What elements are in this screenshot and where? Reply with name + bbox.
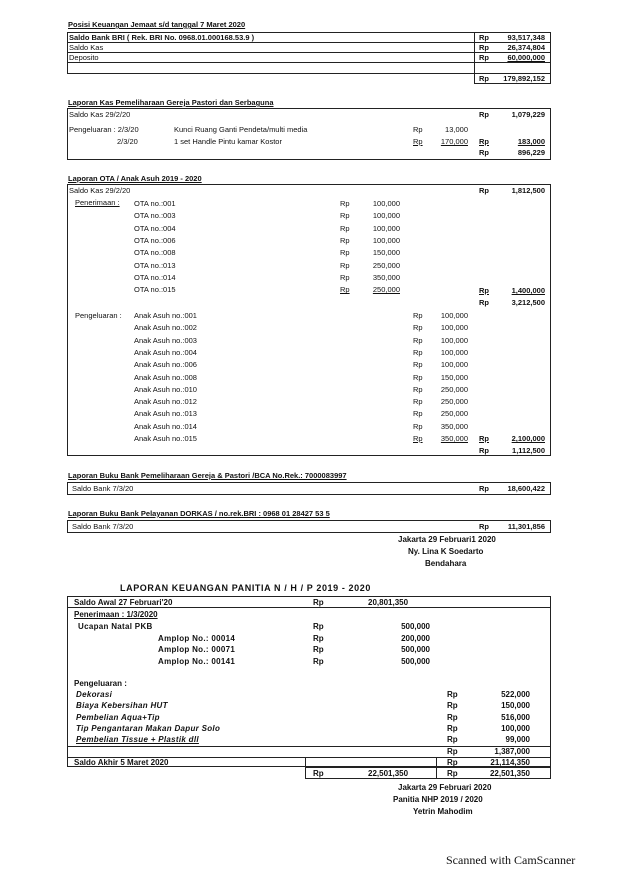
panitia-row-line (67, 607, 551, 608)
panitia-exp-total-cur: Rp (447, 747, 458, 756)
panitia-receipt-amt: 500,000 (401, 645, 430, 654)
anak-asuh-expense-amt: 100,000 (440, 335, 468, 345)
section1-title: Posisi Keuangan Jemaat s/d tanggal 7 Maret 2020 (68, 20, 246, 29)
anak-asuh-expense-cur: Rp (413, 347, 423, 357)
panitia-expense-cur: Rp (447, 723, 458, 733)
scanner-watermark: Scanned with CamScanner (446, 853, 576, 867)
section5-title: Laporan Buku Bank Pelayanan DORKAS / no.rek.BRI : 0968 01 28427 53 5 (68, 509, 330, 518)
panitia-expense-cur: Rp (447, 712, 458, 722)
ota-receipt-name: OTA no.:008 (134, 248, 176, 258)
section1-row-label: Saldo Bank BRI ( Rek. BRI No. 0968.01.000168.53.9 ) (69, 33, 255, 42)
ota-receipt-amt: 250,000 (372, 285, 400, 295)
anak-asuh-expense-amt: 250,000 (440, 384, 468, 394)
ota-receipt-name: OTA no.:003 (134, 211, 176, 221)
panitia-receipt-cur: Rp (313, 633, 324, 643)
section3-after-rec-amt: 3,212,500 (511, 298, 545, 307)
panitia-saldo-awal-label: Saldo Awal 27 Februari'20 (74, 598, 173, 607)
section3-title: Laporan OTA / Anak Asuh 2019 - 2020 (68, 174, 202, 183)
section1-row-amt: 93,517,348 (507, 33, 545, 42)
panitia-akhir-cur: Rp (447, 758, 458, 767)
section5-label: Saldo Bank 7/3/20 (72, 522, 134, 531)
anak-asuh-expense-name: Anak Asuh no.:001 (134, 311, 197, 320)
anak-asuh-expense-amt: 250,000 (440, 409, 468, 419)
ota-receipt-name: OTA no.:013 (134, 260, 176, 270)
anak-asuh-expense-cur: Rp (413, 360, 423, 370)
section2-saldo-amt: 1,079,229 (511, 110, 545, 119)
panitia-receipt-cur: Rp (313, 645, 324, 654)
panitia-expense-cur: Rp (447, 690, 458, 699)
section3-saldo-label: Saldo Kas 29/2/20 (69, 186, 131, 195)
section4-cur: Rp (479, 484, 489, 493)
section2-item-cur: Rp (413, 137, 423, 146)
anak-asuh-expense-cur: Rp (413, 335, 423, 345)
panitia-peng-label: Pengeluaran : (74, 679, 127, 688)
ota-receipt-amt: 100,000 (372, 199, 400, 208)
panitia-receipt-amt: 500,000 (401, 656, 430, 666)
sign2-name: Yetrin Mahodim (413, 807, 473, 816)
section2-item-date: 2/3/20 (117, 137, 138, 146)
panitia-bottom-cur: Rp (313, 769, 324, 778)
panitia-title: LAPORAN KEUANGAN PANITIA N / H / P 2019 - 2020 (120, 583, 371, 593)
section2-title: Laporan Kas Pemeliharaan Gereja Pastori dan Serbaguna (68, 98, 274, 107)
sign1-place: Jakarta 29 Februari1 2020 (398, 535, 496, 544)
sign1-name: Ny. Lina K Soedarto (408, 547, 484, 556)
ota-receipt-amt: 150,000 (372, 248, 400, 258)
panitia-expense-name: Biaya Kebersihan HUT (76, 701, 168, 711)
section2-saldo-label: Saldo Kas 29/2/20 (69, 110, 131, 119)
section2-item-cur: Rp (413, 125, 423, 134)
panitia-bottom-amt: 22,501,350 (368, 769, 409, 778)
section1-row-amt: 60,000,000 (507, 53, 545, 62)
section1-row-line (67, 62, 551, 63)
anak-asuh-expense-name: Anak Asuh no.:013 (134, 409, 197, 419)
sign1-role: Bendahara (425, 559, 467, 568)
section1-row-cur: Rp (479, 53, 489, 62)
ota-receipt-cur: Rp (340, 248, 350, 258)
section5-cur: Rp (479, 522, 489, 531)
section3-peng-label: Pengeluaran : (75, 311, 122, 320)
panitia-akhir-label: Saldo Akhir 5 Maret 2020 (74, 758, 169, 767)
panitia-exp-total-amt: 1,387,000 (494, 747, 530, 756)
anak-asuh-expense-cur: Rp (413, 323, 423, 333)
section2-item-amt: 170,000 (440, 137, 468, 146)
section4-label: Saldo Bank 7/3/20 (72, 484, 134, 493)
section3-exp-total-cur: Rp (479, 434, 489, 443)
section2-item-amt: 13,000 (445, 125, 468, 134)
panitia-expense-amt: 100,000 (501, 723, 530, 733)
panitia-expense-amt: 516,000 (501, 712, 530, 722)
section3-pen-label: Penerimaan : (75, 198, 120, 207)
anak-asuh-expense-amt: 250,000 (440, 397, 468, 407)
panitia-expense-name: Dekorasi (76, 690, 113, 699)
anak-asuh-expense-cur: Rp (413, 311, 423, 320)
panitia-expense-name: Pembelian Tissue + Plastik dll (76, 735, 199, 745)
section3-after-rec-cur: Rp (479, 298, 489, 307)
section2-sub-cur: Rp (479, 137, 489, 146)
ota-receipt-cur: Rp (340, 272, 350, 282)
anak-asuh-expense-amt: 100,000 (440, 311, 468, 320)
panitia-expense-name: Pembelian Aqua+Tip (76, 712, 160, 722)
section2-peng-label: Pengeluaran : 2/3/20 (69, 125, 139, 134)
ota-receipt-amt: 350,000 (372, 272, 400, 282)
ota-receipt-cur: Rp (340, 199, 350, 208)
section2-sub-amt: 183,000 (517, 137, 545, 146)
panitia-bottom-amt2: 22,501,350 (489, 769, 530, 778)
section3-rec-total-amt: 1,400,000 (511, 286, 545, 295)
section1-total-amt: 179,892,152 (503, 74, 545, 83)
section2-saldo-cur: Rp (479, 110, 489, 119)
panitia-bottom-cur2: Rp (447, 769, 458, 778)
section1-row-label: Saldo Kas (69, 43, 104, 52)
anak-asuh-expense-cur: Rp (413, 384, 423, 394)
section2-total-amt: 896,229 (517, 148, 545, 157)
anak-asuh-expense-amt: 100,000 (440, 323, 468, 333)
anak-asuh-expense-amt: 350,000 (440, 421, 468, 431)
panitia-saldo-awal-cur: Rp (313, 598, 324, 607)
anak-asuh-expense-amt: 100,000 (440, 347, 468, 357)
section1-row-label: Deposito (69, 53, 99, 62)
panitia-akhir-amt: 21,114,350 (490, 758, 530, 767)
section1-total-cur: Rp (479, 74, 489, 83)
anak-asuh-expense-name: Anak Asuh no.:002 (134, 323, 197, 333)
anak-asuh-expense-cur: Rp (413, 409, 423, 419)
panitia-receipt-name: Amplop No.: 00141 (158, 656, 236, 666)
panitia-receipt-amt: 200,000 (401, 633, 430, 643)
ota-receipt-amt: 100,000 (372, 223, 400, 233)
ota-receipt-cur: Rp (340, 285, 350, 295)
panitia-expense-cur: Rp (447, 735, 458, 745)
panitia-receipt-cur: Rp (313, 622, 324, 631)
ota-receipt-name: OTA no.:014 (134, 272, 176, 282)
anak-asuh-expense-name: Anak Asuh no.:008 (134, 372, 197, 382)
section4-amt: 18,600,422 (507, 484, 545, 493)
anak-asuh-expense-amt: 350,000 (440, 434, 468, 443)
anak-asuh-expense-name: Anak Asuh no.:012 (134, 397, 197, 407)
anak-asuh-expense-cur: Rp (413, 397, 423, 407)
anak-asuh-expense-name: Anak Asuh no.:015 (134, 434, 197, 443)
anak-asuh-expense-cur: Rp (413, 434, 423, 443)
panitia-receipt-cur: Rp (313, 656, 324, 666)
panitia-saldo-awal-amt: 20,801,350 (368, 598, 409, 607)
anak-asuh-expense-amt: 150,000 (440, 372, 468, 382)
section1-row-amt: 26,374,804 (507, 43, 545, 52)
anak-asuh-expense-cur: Rp (413, 421, 423, 431)
ota-receipt-name: OTA no.:004 (134, 223, 176, 233)
section3-final-cur: Rp (479, 446, 489, 455)
panitia-pen-label: Penerimaan : 1/3/2020 (74, 610, 158, 619)
ota-receipt-cur: Rp (340, 260, 350, 270)
anak-asuh-expense-name: Anak Asuh no.:004 (134, 347, 197, 357)
section2-item-desc: 1 set Handle Pintu kamar Kostor (174, 137, 282, 146)
panitia-receipt-name: Amplop No.: 00071 (158, 645, 236, 654)
ota-receipt-amt: 250,000 (372, 260, 400, 270)
section3-exp-total-amt: 2,100,000 (511, 434, 545, 443)
ota-receipt-cur: Rp (340, 235, 350, 245)
section3-rec-total-cur: Rp (479, 286, 489, 295)
sign2-place: Jakarta 29 Februari 2020 (398, 783, 492, 792)
anak-asuh-expense-amt: 100,000 (440, 360, 468, 370)
section3-saldo-cur: Rp (479, 186, 489, 195)
panitia-receipt-amt: 500,000 (401, 622, 430, 631)
section2-item-desc: Kunci Ruang Ganti Pendeta/multi media (174, 125, 308, 134)
panitia-expense-name: Tip Pengantaran Makan Dapur Solo (76, 723, 221, 733)
section5-amt: 11,301,856 (507, 522, 545, 531)
ota-receipt-name: OTA no.:001 (134, 199, 176, 208)
anak-asuh-expense-name: Anak Asuh no.:014 (134, 421, 197, 431)
section1-row-cur: Rp (479, 43, 489, 52)
ota-receipt-cur: Rp (340, 211, 350, 221)
section3-final-amt: 1,112,500 (512, 446, 545, 455)
panitia-expense-cur: Rp (447, 701, 458, 711)
ota-receipt-name: OTA no.:006 (134, 235, 176, 245)
panitia-expense-amt: 99,000 (505, 735, 530, 745)
panitia-receipt-name: Amplop No.: 00014 (158, 633, 236, 643)
sign2-org: Panitia NHP 2019 / 2020 (393, 795, 483, 804)
section2-total-cur: Rp (479, 148, 489, 157)
anak-asuh-expense-name: Anak Asuh no.:003 (134, 335, 197, 345)
section3-saldo-amt: 1,812,500 (511, 186, 545, 195)
section4-title: Laporan Buku Bank Pemeliharaan Gereja & Pastori /BCA No.Rek.: 7000083997 (68, 471, 347, 480)
panitia-expense-amt: 522,000 (501, 690, 530, 699)
ota-receipt-amt: 100,000 (372, 211, 400, 221)
anak-asuh-expense-name: Anak Asuh no.:010 (134, 384, 197, 394)
ota-receipt-cur: Rp (340, 223, 350, 233)
ota-receipt-amt: 100,000 (372, 235, 400, 245)
section1-row-cur: Rp (479, 33, 489, 42)
anak-asuh-expense-name: Anak Asuh no.:006 (134, 360, 197, 370)
ota-receipt-name: OTA no.:015 (134, 285, 176, 295)
panitia-receipt-name: Ucapan Natal PKB (78, 622, 153, 631)
panitia-expense-amt: 150,000 (501, 701, 530, 711)
anak-asuh-expense-cur: Rp (413, 372, 423, 382)
